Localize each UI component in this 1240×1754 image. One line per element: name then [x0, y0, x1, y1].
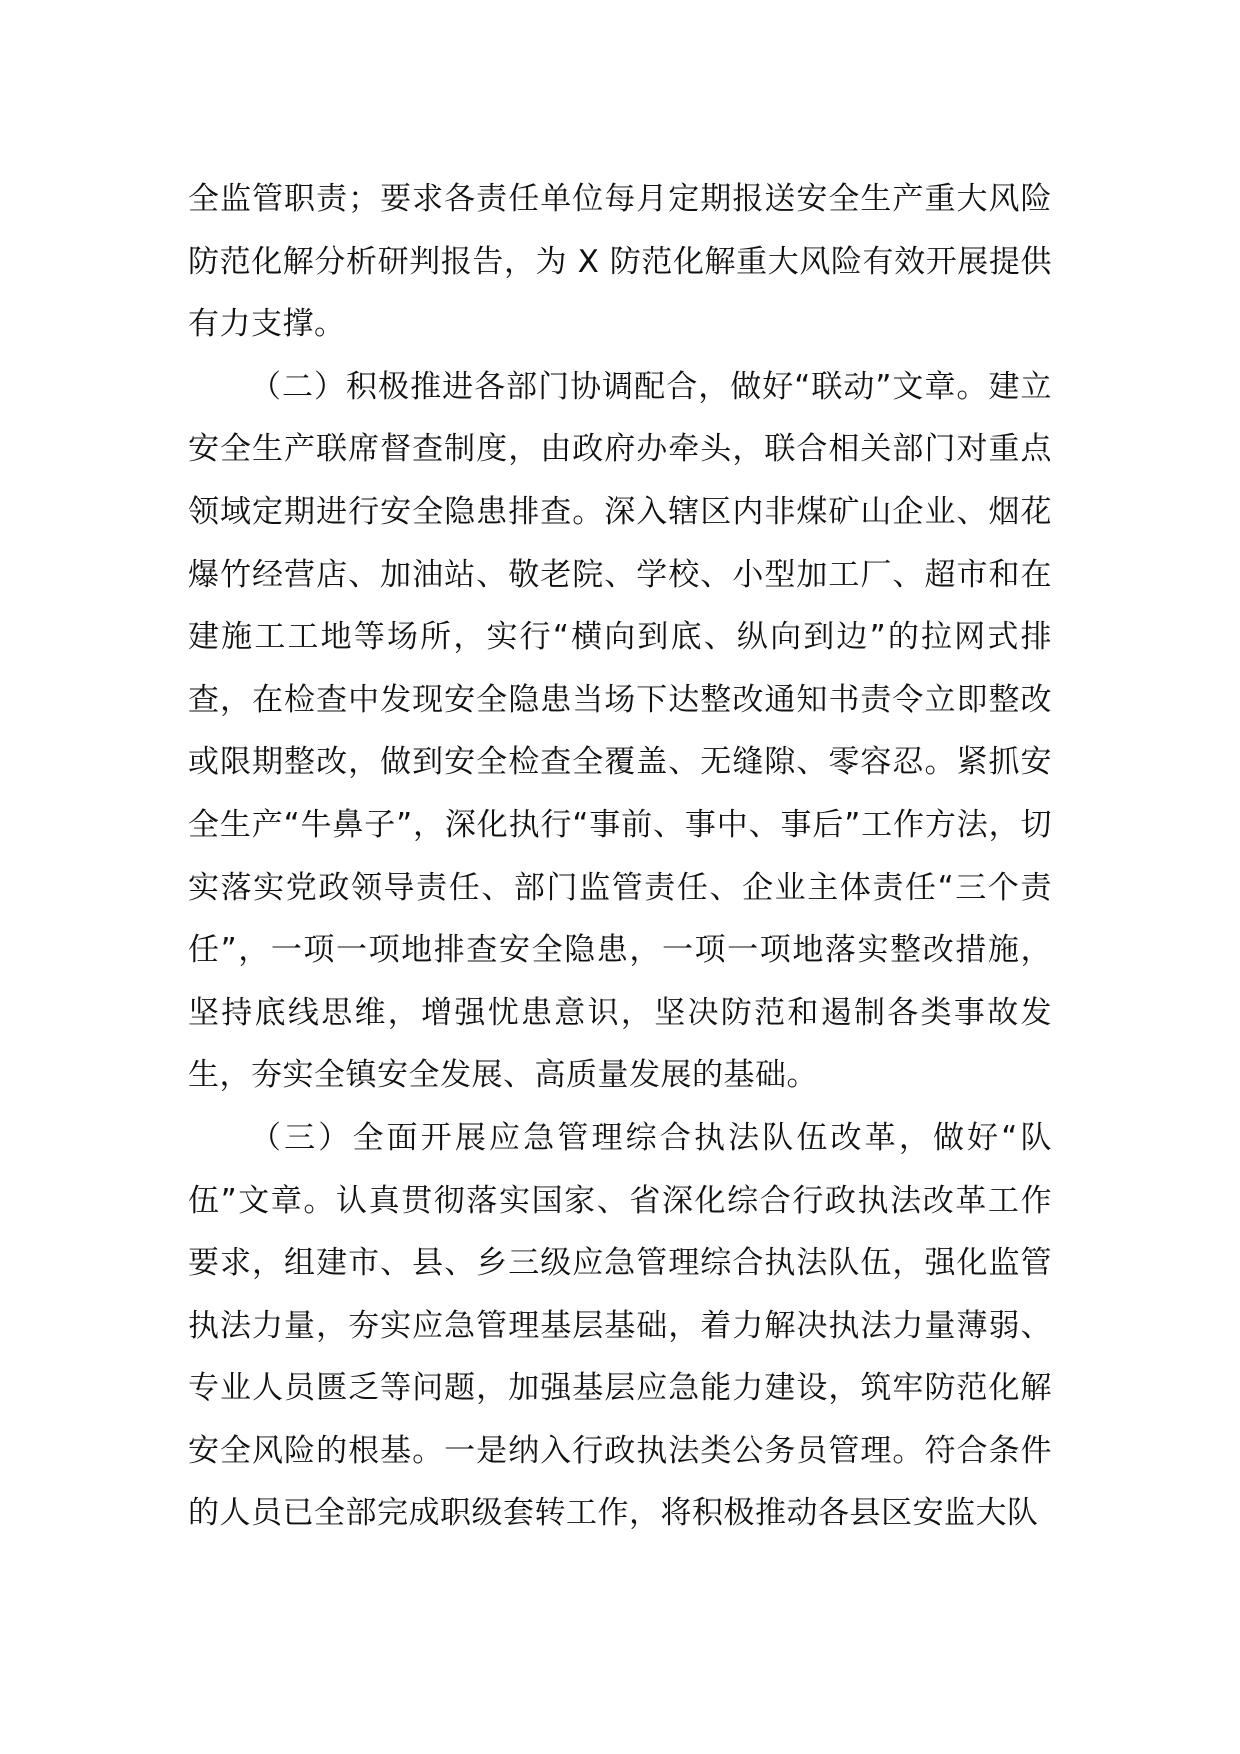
- paragraph-section-3: （三）全面开展应急管理综合执法队伍改革，做好“队伍”文章。认真贯彻落实国家、省深化综合行政执法改革工作要求，组建市、县、乡三级应急管理综合执法队伍，强化监管执法力量，夯实应急管理基层基础，着力解决执法力量薄弱、专业人员匮乏等问题，加强基层应急能力建设，筑牢防范化解安全风险的根基。一是纳入行政执法类公务员管理。符合条件的人员已全部完成职级套转工作，将积极推动各县区安监大队: [188, 1119, 1052, 1532]
- paragraph-continuation: 全监管职责；要求各责任单位每月定期报送安全生产重大风险防范化解分析研判报告，为 X 防范化解重大风险有效开展提供有力支撑。: [188, 181, 1052, 343]
- document-body: [188, 168, 1052, 1545]
- paragraph-section-2: （二）积极推进各部门协调配合，做好“联动”文章。建立安全生产联席督查制度，由政府办牵头，联合相关部门对重点领域定期进行安全隐患排查。深入辖区内非煤矿山企业、烟花爆竹经营店、加油站、敬老院、学校、小型加工厂、超市和在建施工工地等场所，实行“横向到底、纵向到边”的拉网式排查，在检查中发现安全隐患当场下达整改通知书责令立即整改或限期整改，做到安全检查全覆盖、无缝隙、零容忍。紧抓安全生产“牛鼻子”，深化执行“事前、事中、事后”工作方法，切实落实党政领导责任、部门监管责任、企业主体责任“三个责任”，一项一项地排查安全隐患，一项一项地落实整改措施，坚持底线思维，增强忧患意识，坚决防范和遏制各类事故发生，夯实全镇安全发展、高质量发展的基础。: [188, 368, 1052, 1094]
